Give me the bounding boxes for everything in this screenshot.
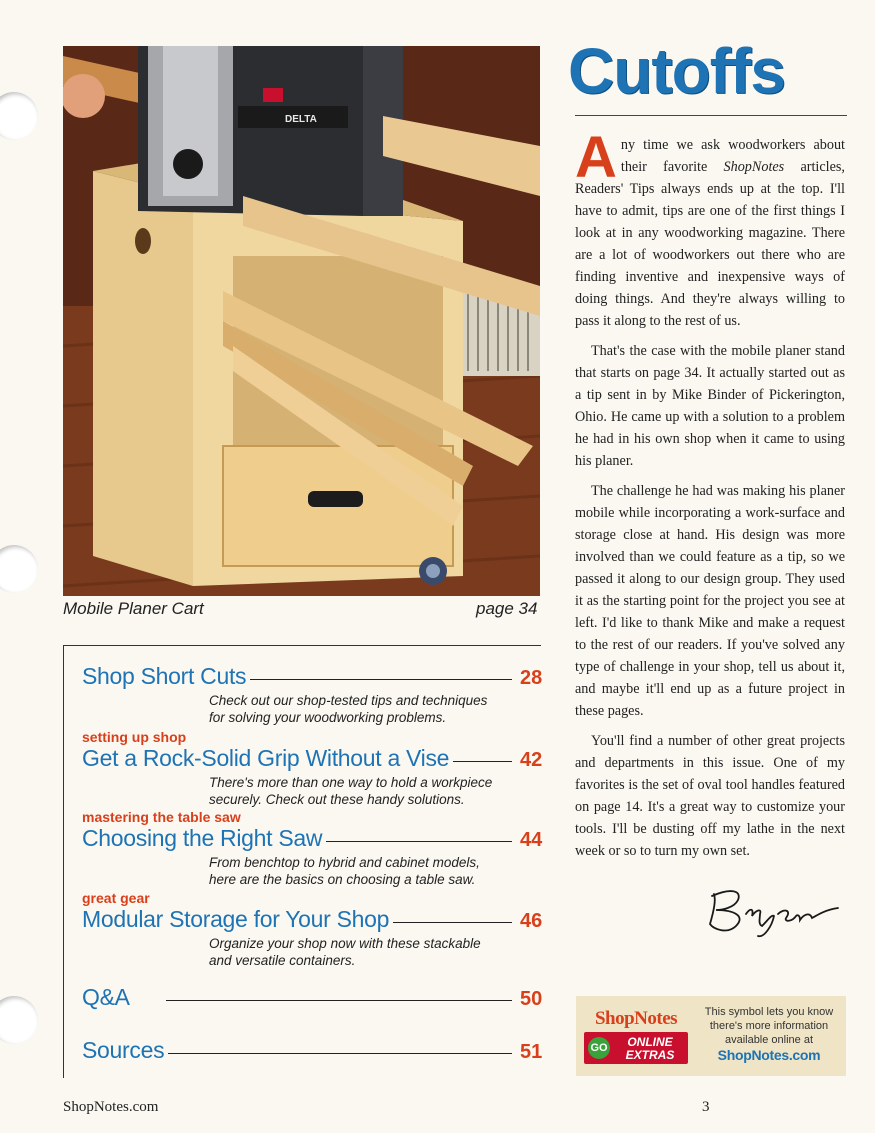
toc-title[interactable]: Choosing the Right Saw — [82, 825, 323, 851]
leader-line — [250, 679, 512, 680]
drop-cap: A — [575, 125, 617, 190]
badge-line-online: ONLINE — [627, 1035, 673, 1049]
go-icon: GO — [588, 1037, 610, 1059]
badge-line-extras: EXTRAS — [625, 1048, 675, 1062]
footer-site: ShopNotes.com — [63, 1099, 159, 1115]
editor-signature — [700, 880, 850, 945]
toc-kicker: setting up shop — [82, 729, 187, 745]
leader-line — [326, 841, 512, 842]
binder-hole — [0, 92, 38, 140]
toc-title[interactable]: Shop Short Cuts — [82, 663, 247, 689]
table-of-contents — [63, 645, 541, 1078]
toc-entry-modular-storage[interactable] — [82, 891, 542, 969]
photo-page-reference: page 34 — [476, 599, 538, 618]
binder-hole — [0, 545, 38, 593]
online-extras-button — [584, 1032, 688, 1064]
editor-column — [575, 125, 845, 870]
binder-hole — [0, 996, 38, 1044]
planer-cart-photo — [63, 46, 540, 596]
toc-page-number: 28 — [520, 667, 543, 689]
article-paragraph: That's the case with the mobile planer stand that starts on page 34. It actually started out as a tip sent in by Mike Binder of Pickerington, Ohio. He came up with a solution to a problem he had in his own shop when it came to using his planer. — [575, 343, 845, 469]
toc-description: Check out our shop-tested tips and techniques for solving your woodworking problems. — [209, 693, 488, 725]
leader-line — [166, 1000, 512, 1001]
toc-page-number: 42 — [520, 749, 543, 771]
toc-title[interactable]: Modular Storage for Your Shop — [82, 906, 390, 932]
heading-rule — [575, 115, 847, 116]
toc-entry-sources[interactable] — [82, 1036, 542, 1064]
toc-title[interactable]: Q&A — [82, 984, 130, 1010]
article-paragraph: You'll find a number of other great projects and departments in this issue. One of my favorites is the set of oval tool handles featured on page 14. It's a great way to customize your tools. I'll be dusting off my lathe in the next week or so to turn my own set. — [575, 733, 845, 859]
leader-line — [393, 922, 512, 923]
toc-title[interactable]: Get a Rock-Solid Grip Without a Vise — [82, 745, 450, 771]
toc-description: Organize your shop now with these stackable and versatile containers. — [209, 936, 481, 968]
toc-page-number: 46 — [520, 910, 543, 932]
toc-kicker: great gear — [82, 890, 150, 906]
article-paragraph: The challenge he had was making his planer mobile while incorporating a work-surface and storage close at hand. His design was more involved than we could feature as a tip, so we passed it along to our design group. They used it as the starting point for the project you see at left. I'd like to thank Mike and make a request to the rest of our readers. If you've solved any type of challenge in your shop, tell us about it, and maybe it'll end up as a future project in these pages. — [575, 483, 845, 719]
shopnotes-link[interactable]: ShopNotes.com — [717, 1047, 821, 1063]
toc-entry-rock-solid-grip[interactable] — [82, 730, 542, 808]
leader-line — [453, 761, 512, 762]
toc-page-number: 44 — [520, 829, 543, 851]
leader-line — [168, 1053, 512, 1054]
shopnotes-logo: ShopNotes — [594, 1008, 678, 1029]
toc-entry-choosing-saw[interactable] — [82, 810, 542, 888]
online-extras-box — [576, 996, 846, 1076]
toc-description: From benchtop to hybrid and cabinet models, here are the basics on choosing a table saw. — [209, 855, 480, 887]
toc-page-number: 51 — [520, 1041, 543, 1063]
toc-title[interactable]: Sources — [82, 1037, 165, 1063]
machine-brand-label: DELTA — [285, 114, 317, 125]
photo-caption: Mobile Planer Cart — [63, 599, 204, 618]
toc-entry-qa[interactable] — [82, 983, 542, 1011]
online-extras-text: This symbol lets you know there's more information available online at ShopNotes.com — [698, 1005, 840, 1064]
online-extras-badge[interactable] — [584, 1008, 688, 1066]
article-paragraph: Any time we ask woodworkers about their favorite ShopNotes articles, Readers' Tips always ends up at the top. I'll have to admit, tips are one of the first things I look at in any woodworking magazine. There are a lot of woodworkers out there who are finding inventive and inexpensive ways of doing things. And they're always willing to pass it along to the rest of us. — [575, 125, 845, 329]
toc-description: There's more than one way to hold a workpiece securely. Check out these handy solutions. — [209, 775, 493, 807]
toc-page-number: 50 — [520, 988, 543, 1010]
toc-kicker: mastering the table saw — [82, 809, 241, 825]
page-title: Cutoffs — [568, 35, 785, 107]
page-number: 3 — [702, 1099, 710, 1115]
toc-entry-shop-short-cuts[interactable] — [82, 662, 542, 726]
